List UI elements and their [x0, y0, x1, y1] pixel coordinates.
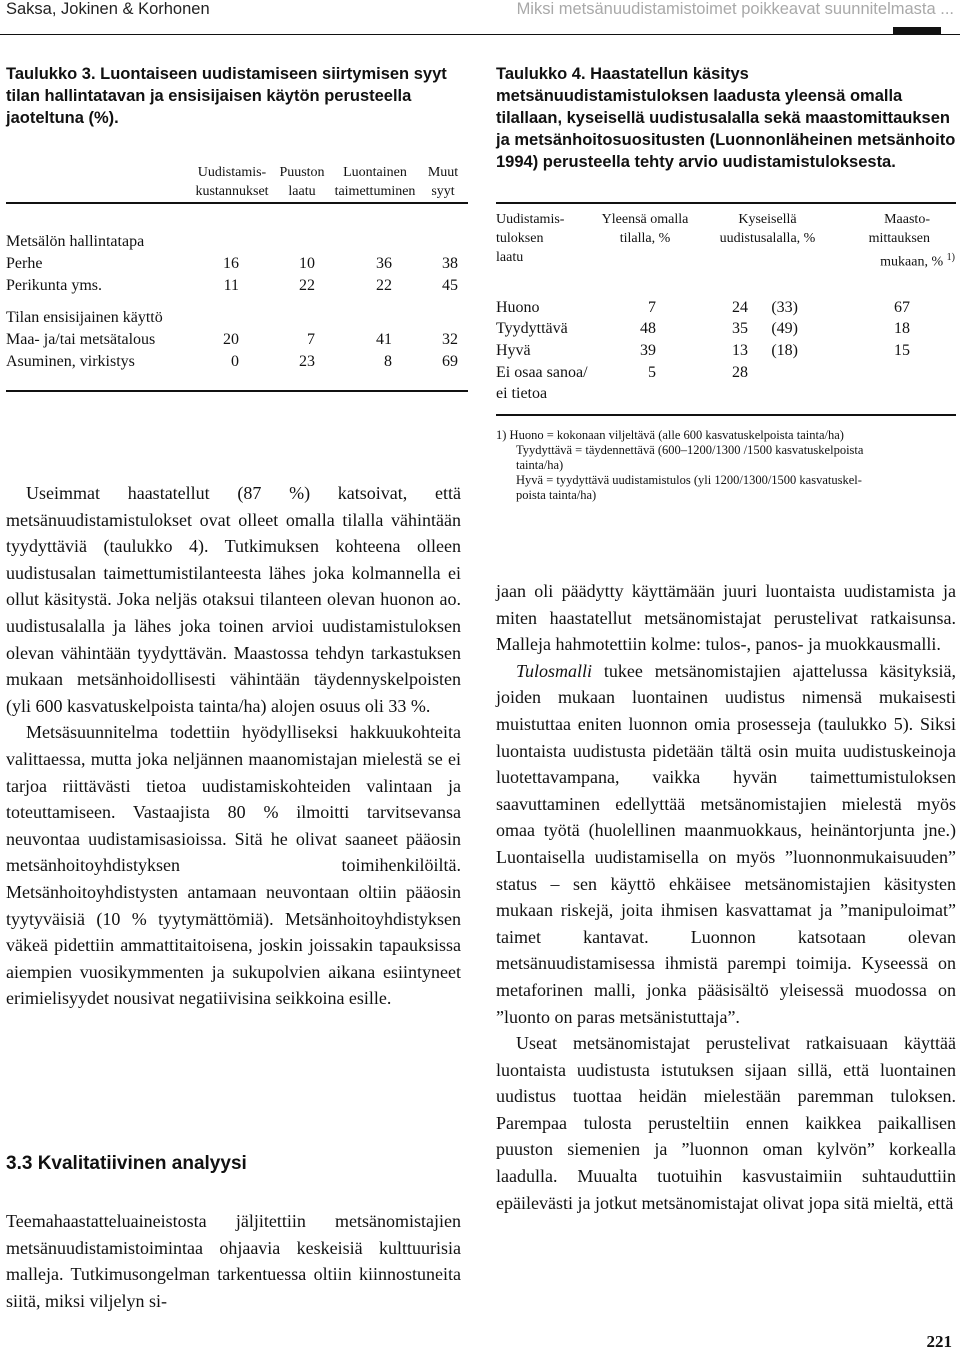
italic-term: Tulosmalli [516, 660, 593, 681]
table4-row: Hyvä 39 13 (18) 15 [496, 342, 910, 359]
table3-col-header: Muut syyt [427, 165, 459, 199]
table4-col-header: Kyseisellä uudistusalalla, % [719, 212, 816, 246]
table3-row: Asuminen, virkistys 0 23 8 69 [6, 353, 458, 370]
paragraph: jaan oli päädytty käyttämään juuri luontaista uudistamista ja miten haastatellut metsänomistajat perustelivat ratkaisunsa. Malleja hahmotettiin kolme: tulos-, panos- ja muokkausmalli. [496, 581, 956, 655]
table3-col-header: Uudistamis- kustannukset [195, 165, 269, 199]
table3-col-header: Puuston laatu [279, 165, 325, 199]
table4-row-continuation: ei tietoa [496, 385, 548, 402]
running-header-title: Miksi metsänuudistamistoimet poikkeavat suunnitelmasta ... [516, 0, 954, 18]
left-body-text [6, 480, 461, 1012]
table4-rule [496, 202, 956, 204]
table3-row: Perikunta yms. 11 22 22 45 [6, 277, 458, 294]
table4-col-header: Maasto- mittauksen mukaan, % $^{1)}$ [868, 212, 955, 270]
paragraph: Tulosmalli tukee metsänomistajien ajattelussa käsityksiä, joiden mukaan luontainen uudistus nimensä mukaisesti muistuttaa eniten luonnon omia prosesseja (taulukko 5). Siksi luontaista uudistusta pidetään tältä osin muita uudistuskeinoja luotettavampana, vaikka hyvän taimettumistuloksen saavuttaminen edellyttää metsänomistajien mielestä myös omaa työtä (huolellinen maanmuokkaus, heinäntorjunta jne.) Luontaisella uudistamisella on myös ”luonnonmukaisuuden” status – sen käyttö ehkäisee metsänomistajien käsitysten mukaan riskejä, joita ihmisen kasvattamat ja ”manipuloimat” taimet kantavat. Luonnon katsotaan olevan metsänuudistamisessa ihmistä parempi toimija. Kyseessä on metaforinen malli, jonka pääsisältö yleisessä muodossa on ”luonto on paras metsänistuttaja”. [496, 660, 956, 1027]
table3-group-label: Metsälön hallintatapa [6, 233, 145, 250]
paragraph: Metsäsuunnitelma todettiin hyödylliseksi hakkuukohteita valittaessa, mutta joka neljännen maanomistajan mielestä se ei tarjoa riittävästi tietoa uudistamiskohteiden valintaan ja toteuttamiseen. Vastaajista 80 % ilmoitti tarvitsevansa neuvontaa uudistamisasioissa. Sitä he olivat saaneet pääosin metsänhoitoyhdistyksen toimihenkilöiltä. Metsänhoitoyhdistysten antamaan neuvontaan oltiin pääosin tyytyväisiä (10 % tyytymättömiä). Metsänhoitoyhdistyksen väkeä pidettiin ammattitaitoisena, joskin joissakin tapauksissa aiempien vuosikymmenten ja sukupolvien aikana esiintyneet erimielisyydet nousivat negatiivisina seikkoina esille. [6, 722, 461, 1009]
table4-row: Tyydyttävä 48 35 (49) 18 [496, 320, 910, 337]
table3-row: Maa- ja/tai metsätalous 20 7 41 32 [6, 331, 458, 348]
table3-row: Perhe 16 10 36 38 [6, 255, 458, 272]
table4-footnotes: 1) Huono = kokonaan viljeltävä (alle 600 kasvatuskelpoista tainta/ha) Tyydyttävä = täydennettävä (600–1200/1300 /1500 kasvatuskelpoista tainta/ha) Hyvä = tyydyttävä uudistamistulos (yli 1200/1300/1500 kasvatuskel- poista tainta/ha) [496, 428, 864, 502]
table4-row: Huono 7 24 (33) 67 [496, 299, 910, 316]
table4-col-header: Uudistamis- tuloksen laatu [496, 212, 565, 265]
page-number: 221 [926, 1332, 952, 1351]
table4-caption: Taulukko 4. Haastatellun käsitys metsänuudistamistuloksen laadusta yleensä omalla tilallaan, kyseisellä uudistusalalla sekä maastomittauksen ja metsänhoitosuositusten (Luonnonläheinen metsänhoito 1994) perusteella tehty arvio uudistamistuloksesta. [496, 65, 956, 171]
right-body-text [496, 578, 956, 1216]
paragraph: Teemahaastatteluaineistosta jäljitettiin metsänomistajien metsänuudistamistoimintaa ohjaavia keskeisiä kulttuurisia malleja. Tutkimusongelman tarkentuessa oltiin kiinnostuneita siitä, miksi viljelyn si- [6, 1211, 461, 1311]
table4-row: Ei osaa sanoa/ 5 28 [496, 364, 748, 381]
table3-rule [6, 202, 468, 204]
paragraph: Useimmat haastatellut (87 %) katsoivat, että metsänuudistamistulokset ovat olleet omalla tilalla vähintään tyydyttäviä (taulukko 4). Tutkimuksen kohteena olleen uudistusalan taimettumistilanteesta lähes joka kolmannella ei ollut käsitystä. Joka neljäs otaksui tilanteen olevan huonon ao. uudistusalalla ja lähes joka toinen arvioi uudistamistuloksen olevan vähintään tyydyttävän. Maastossa tehdyn tarkastuksen mukaan metsänhoidollisesti vähintään täydennyskelpoisten (yli 600 kasvatuskelpoista tainta/ha) alojen osuus oli 33 %. [6, 483, 461, 716]
section-heading: 3.3 Kvalitatiivinen analyysi [6, 1153, 247, 1174]
table3-group-label: Tilan ensisijainen käyttö [6, 309, 163, 326]
table3-col-header: Luontainen taimettuminen [334, 165, 416, 199]
table4-rule [496, 414, 956, 416]
header-rule [0, 34, 960, 35]
running-header-authors: Saksa, Jokinen & Korhonen [6, 0, 210, 18]
paragraph: Useat metsänomistajat perustelivat ratkaisuaan käyttää luontaista uudistusta istutuksen sijaan sillä, että luontainen uudistus tuottaa heidän mielestään paremman tuloksen. Parempaa tulosta perusteltiin ennen kaikkea paikallisen puuston siemenien ja ”luonnon oman kylvön” korkealla laadulla. Muualta tuotuihin kasvustaimiin suhtauduttiin epäilevästi ja jotkut metsänomistajat olivat jopa sitä mieltä, että [496, 1033, 956, 1213]
table3-caption: Taulukko 3. Luontaiseen uudistamiseen siirtymisen syyt tilan hallintatavan ja ensisijaisen käytön perusteella jaoteltuna (%). [6, 65, 447, 127]
left-body-text-2 [6, 1208, 461, 1314]
table3-rule [6, 390, 468, 392]
table4-col-header: Yleensä omalla tilalla, % [601, 212, 689, 246]
header-marker-bar [893, 27, 941, 34]
